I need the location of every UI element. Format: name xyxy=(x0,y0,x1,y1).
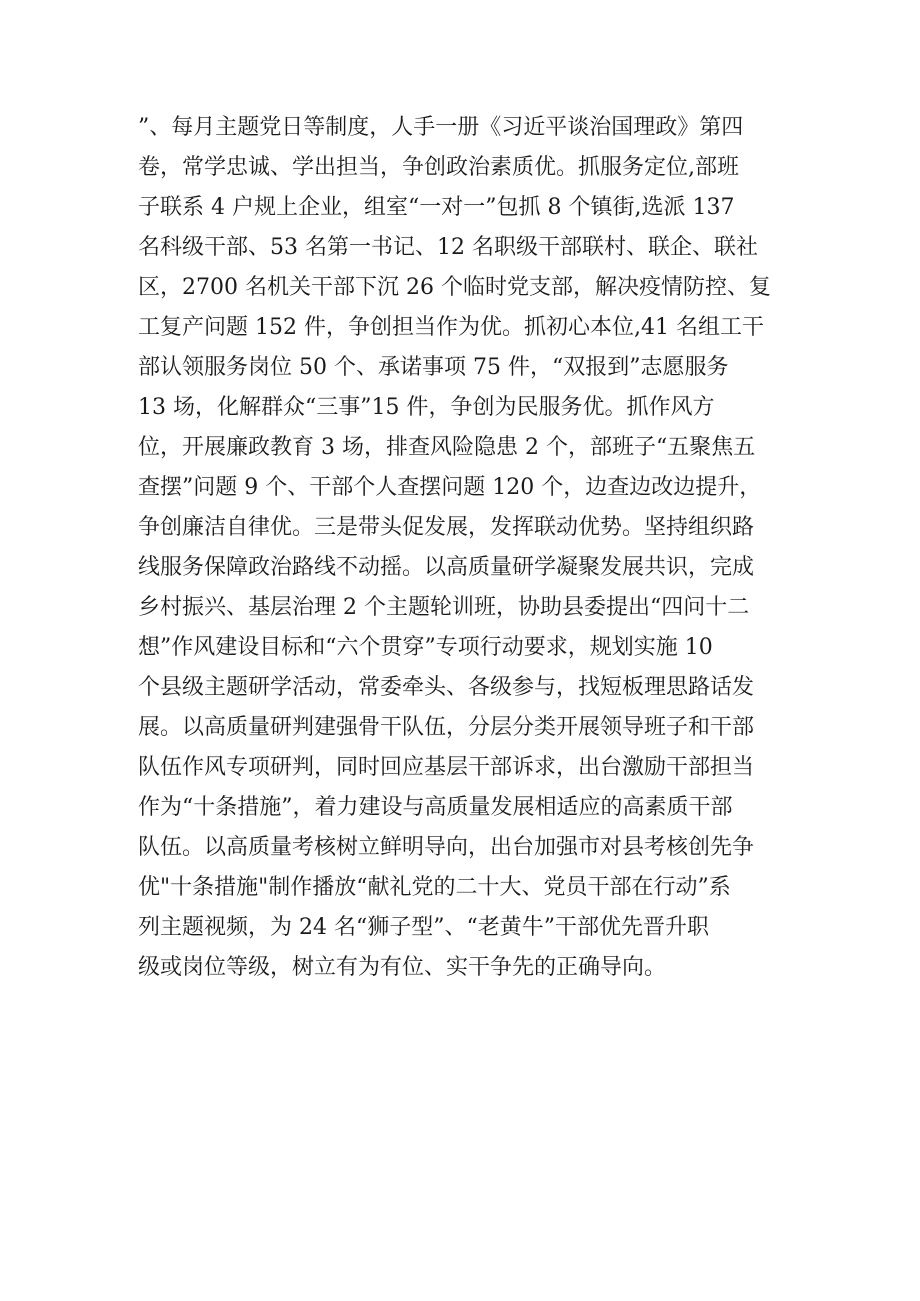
text-line: 线服务保障政治路线不动摇。以高质量研学凝聚发展共识，完成 xyxy=(138,555,755,580)
text-line: 作为“十条措施”，着力建设与高质量发展相适应的高素质干部 xyxy=(138,795,733,820)
text-line: 想”作风建设目标和“六个贯穿”专项行动要求，规划实施 10 xyxy=(138,635,713,660)
text-line: 工复产问题 152 件，争创担当作为优。抓初心本位,41 名组工干 xyxy=(138,315,764,340)
text-line: 争创廉洁自律优。三是带头促发展，发挥联动优势。坚持组织路 xyxy=(138,515,755,540)
body-paragraph xyxy=(138,108,798,988)
text-line: 13 场，化解群众“三事”15 件，争创为民服务优。抓作风方 xyxy=(138,395,715,420)
text-line: 位，开展廉政教育 3 场，排查风险隐患 2 个，部班子“五聚焦五 xyxy=(138,435,756,460)
text-line: 部认领服务岗位 50 个、承诺事项 75 件，“双报到”志愿服务 xyxy=(138,355,729,380)
text-line: 展。以高质量研判建强骨干队伍，分层分类开展领导班子和干部 xyxy=(138,715,755,740)
text-line: 子联系 4 户规上企业，组室“一对一”包抓 8 个镇街,选派 137 xyxy=(138,195,735,220)
text-line: 名科级干部、53 名第一书记、12 名职级干部联村、联企、联社 xyxy=(138,235,758,260)
text-line: 列主题视频，为 24 名“狮子型”、“老黄牛”干部优先晋升职 xyxy=(138,915,709,940)
text-line: 优"十条措施"制作播放“献礼党的二十大、党员干部在行动”系 xyxy=(138,875,731,900)
text-line: 查摆”问题 9 个、干部个人查摆问题 120 个，边查边改边提升， xyxy=(138,475,762,500)
text-line: 队伍作风专项研判，同时回应基层干部诉求，出台激励干部担当 xyxy=(138,755,755,780)
text-line: 级或岗位等级，树立有为有位、实干争先的正确导向。 xyxy=(138,955,667,980)
text-line: 卷，常学忠诚、学出担当，争创政治素质优。抓服务定位,部班 xyxy=(138,155,739,180)
text-line: 个县级主题研学活动，常委牵头、各级参与，找短板理思路话发 xyxy=(138,675,755,700)
text-line: 队伍。以高质量考核树立鲜明导向，出台加强市对县考核创先争 xyxy=(138,835,755,860)
text-line: ”、每月主题党日等制度，人手一册《习近平谈治国理政》第四 xyxy=(138,115,744,140)
text-line: 乡村振兴、基层治理 2 个主题轮训班，协助县委提出“四问十二 xyxy=(138,595,750,620)
text-line: 区，2700 名机关干部下沉 26 个临时党支部，解决疫情防控、复 xyxy=(138,275,771,300)
